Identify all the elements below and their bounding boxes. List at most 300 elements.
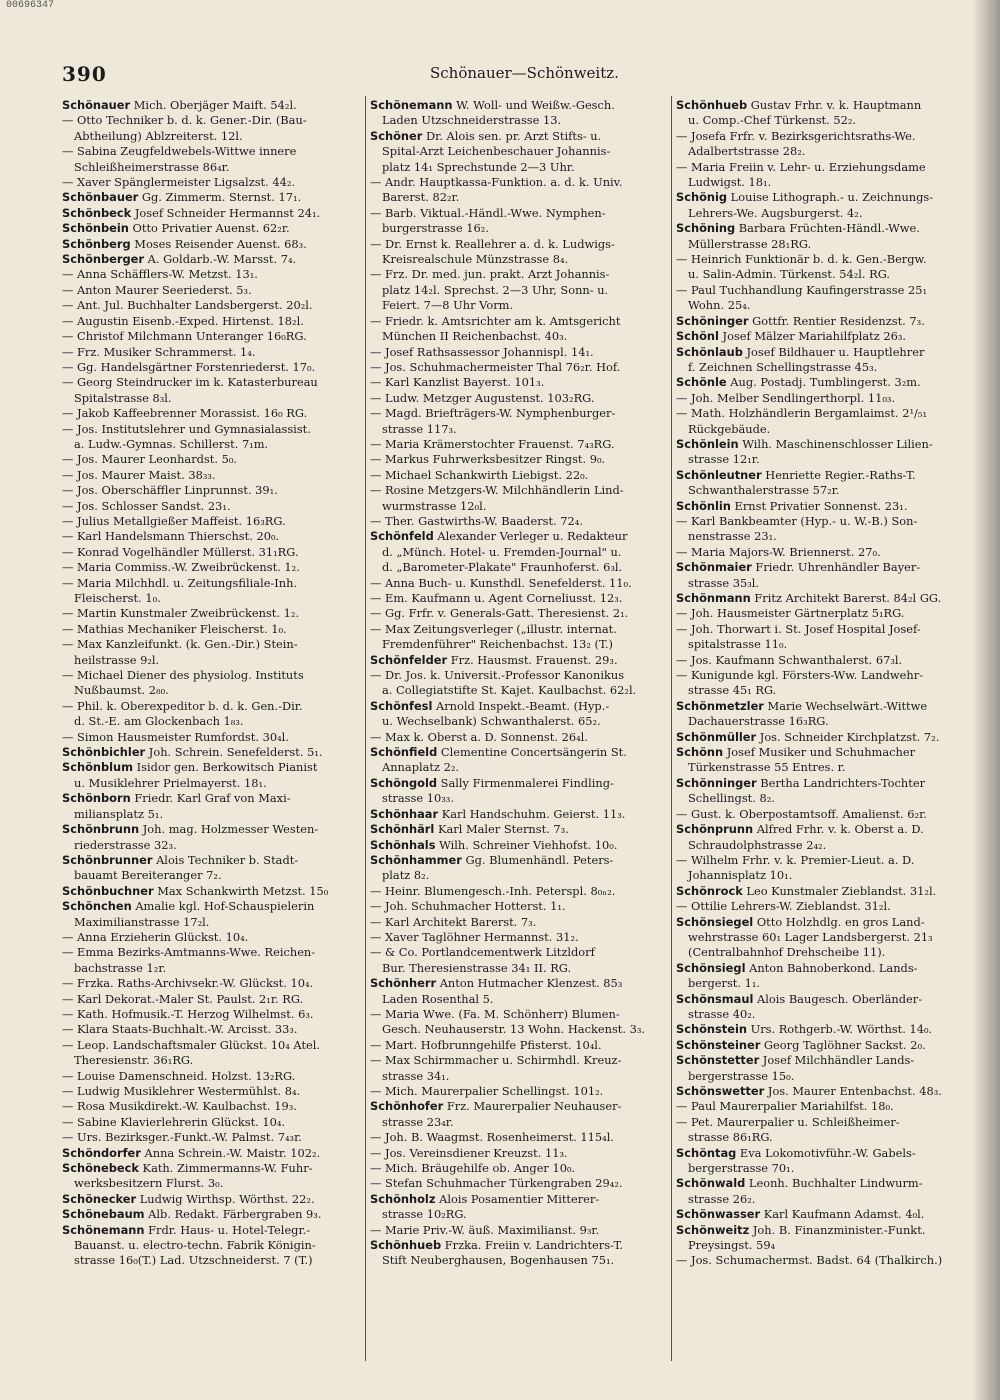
entry-text: Fleischerst. 1₀. <box>74 591 161 605</box>
directory-entry-line <box>370 206 670 221</box>
entry-text: (Centralbahnhof Drehscheibe 11). <box>688 945 886 960</box>
entry-text: — Karl Architekt Barerst. 7₃. <box>370 914 537 929</box>
directory-entry-line <box>370 622 670 637</box>
entry-text: Isidor gen. Berkowitsch Pianist <box>133 760 318 775</box>
entry-text: Ludwigst. 18₁. <box>688 175 772 190</box>
directory-entry-line <box>62 868 362 883</box>
directory-entry-line <box>370 98 670 113</box>
directory-entry-line <box>676 1038 966 1053</box>
directory-entry-line <box>62 899 362 914</box>
directory-entry-line <box>676 406 966 421</box>
directory-entry-line <box>370 221 670 236</box>
surname-heading: Schönfeld <box>370 529 434 544</box>
entry-text: Aug. Postadj. Tumblingerst. 3₂m. <box>726 375 921 390</box>
entry-text: spitalstrasse 11₀. <box>688 637 788 652</box>
entry-text: — Jos. Schumachermst. Badst. 64 (Thalkirch.) <box>676 1253 943 1268</box>
entry-text: Schraudolphstrasse 2₄₂. <box>688 837 827 852</box>
entry-text: strasse 16₀(T.) Lad. Utzschneiderst. 7 (T.) <box>74 1253 313 1268</box>
entry-text: Dr. Alois sen. pr. Arzt Stifts- u. <box>422 128 602 143</box>
entry-text: Urs. Rothgerb.-W. Wörthst. 14₀. <box>746 1022 933 1037</box>
directory-entry-line <box>676 375 966 390</box>
directory-entry-line <box>676 1223 966 1238</box>
entry-text: — Rosine Metzgers-W. Milchhändlerin Lind- <box>370 483 624 498</box>
entry-text: Barbara Früchten-Händl.-Wwe. <box>735 221 920 236</box>
entry-text: — Michael Diener des physiolog. Instituts <box>62 668 304 683</box>
directory-entry-line <box>370 637 670 652</box>
directory-entry-line <box>370 1192 670 1207</box>
surname-heading: Schönecker <box>62 1191 137 1206</box>
column-divider <box>365 96 366 1361</box>
directory-entry-line <box>370 930 670 945</box>
entry-text: — Julius Metallgießer Maffeist. 16₃RG. <box>62 513 286 528</box>
directory-entry-line <box>62 961 362 976</box>
column-middle <box>370 98 670 1269</box>
directory-entry-line <box>370 144 670 159</box>
entry-text: Jos. Maurer Entenbachst. 48₃. <box>764 1084 942 1098</box>
entry-text: — Paul Tuchhandlung Kaufingerstrasse 25₁ <box>676 282 928 297</box>
directory-entry-line <box>676 499 966 514</box>
directory-entry-line <box>676 668 966 683</box>
entry-text: strasse 34₁. <box>382 1068 450 1083</box>
entry-text: — Joh. Hausmeister Gärtnerplatz 5₁RG. <box>676 606 905 621</box>
entry-text: — Jos. Schuhmachermeister Thal 76₂r. Hof. <box>370 359 621 374</box>
directory-entry-line <box>370 375 670 390</box>
entry-text: — Augustin Eisenb.-Exped. Hirtenst. 18₂l. <box>62 313 304 328</box>
entry-text: d. „Münch. Hotel- u. Fremden-Journal" u. <box>382 544 622 559</box>
entry-text: a. Collegiatstifte St. Kajet. Kaulbachst. 62₂l. <box>382 683 637 698</box>
directory-entry-line <box>62 314 362 329</box>
directory-entry-line <box>370 483 670 498</box>
directory-entry-line <box>370 1115 670 1130</box>
directory-entry-line <box>676 699 966 714</box>
entry-text: Barerst. 82₂r. <box>382 190 460 205</box>
directory-entry-line <box>370 160 670 175</box>
directory-entry-line <box>676 822 966 837</box>
entry-text: Dachauerstrasse 16₃RG. <box>688 714 829 729</box>
entry-text: Karl Maler Sternst. 7₃. <box>434 822 569 837</box>
directory-entry-line <box>676 899 966 914</box>
surname-heading: Schönsiegel <box>676 914 754 929</box>
directory-entry-line <box>62 345 362 360</box>
directory-entry-line <box>62 1207 362 1222</box>
entry-text: bergerst. 1₁. <box>688 976 761 991</box>
directory-entry-line <box>676 252 966 267</box>
entry-text: — Jos. Maurer Maist. 38₃₃. <box>62 467 216 482</box>
directory-entry-line <box>62 760 362 775</box>
surname-heading: Schönsmaul <box>676 991 754 1006</box>
directory-entry-line <box>370 591 670 606</box>
column-right <box>676 98 966 1269</box>
directory-entry-line <box>676 545 966 560</box>
entry-text: — Maria Majors-W. Briennerst. 27₀. <box>676 544 881 559</box>
entry-text: Wohn. 25₄. <box>688 298 751 313</box>
surname-heading: Schönberg <box>62 236 131 251</box>
directory-entry-line <box>676 1022 966 1037</box>
directory-entry-line <box>62 98 362 113</box>
entry-text: — Ottilie Lehrers-W. Zieblandst. 31₂l. <box>676 899 891 914</box>
entry-text: wurmstrasse 12₀l. <box>382 498 487 513</box>
entry-text: Bertha Landrichters-Tochter <box>756 775 926 790</box>
directory-entry-line <box>62 807 362 822</box>
entry-text: Max Schankwirth Metzst. 15₀ <box>153 883 329 898</box>
entry-text: — Michael Schankwirth Liebigst. 22₀. <box>370 467 589 482</box>
directory-entry-line <box>62 653 362 668</box>
directory-entry-line <box>676 1084 966 1099</box>
directory-entry-line <box>676 730 966 745</box>
entry-text: d. St.-E. am Glockenbach 1₈₃. <box>74 714 244 729</box>
entry-text: Karl Kaufmann Adamst. 4₀l. <box>760 1207 925 1222</box>
entry-text: — Markus Fuhrwerksbesitzer Ringst. 9₀. <box>370 452 606 467</box>
surname-heading: Schönbuchner <box>62 883 154 898</box>
entry-text: — Karl Bankbeamter (Hyp.- u. W.-B.) Son- <box>676 513 918 528</box>
directory-entry-line <box>62 730 362 745</box>
entry-text: — Heinrich Funktionär b. d. k. Gen.-Bergw. <box>676 252 927 267</box>
entry-text: Karl Handschuhm. Geierst. 11₃. <box>438 806 626 821</box>
directory-entry-line <box>370 1146 670 1161</box>
entry-text: — Emma Bezirks-Amtmanns-Wwe. Reichen- <box>62 945 316 960</box>
entry-text: Schellingst. 8₂. <box>688 791 775 806</box>
column-divider <box>671 96 672 1361</box>
directory-entry-line <box>676 1146 966 1161</box>
entry-text: Johannisplatz 10₁. <box>688 868 793 883</box>
directory-entry-line <box>676 1207 966 1222</box>
entry-text: Gg. Blumenhändl. Peters- <box>461 852 614 867</box>
running-head: Schönauer—Schönweitz. <box>430 64 619 82</box>
entry-text: platz 8₂. <box>382 868 430 883</box>
surname-heading: Schönmann <box>676 591 751 605</box>
entry-text: — Marie Priv.-W. äuß. Maximilianst. 9₃r. <box>370 1222 600 1237</box>
entry-text: — Max k. Oberst a. D. Sonnenst. 26₄l. <box>370 729 588 744</box>
directory-entry-line <box>62 298 362 313</box>
entry-text: — Anna Schäfflers-W. Metzst. 13₁. <box>62 267 258 282</box>
directory-entry-line <box>676 622 966 637</box>
directory-entry-line <box>62 237 362 252</box>
directory-entry-line <box>370 560 670 575</box>
directory-entry-line <box>676 606 966 621</box>
entry-text: Rückgebäude. <box>688 421 771 436</box>
entry-text: Spital-Arzt Leichenbeschauer Johannis- <box>382 144 611 159</box>
directory-entry-line <box>62 422 362 437</box>
entry-text: Alb. Redakt. Färbergraben 9₃. <box>144 1207 322 1222</box>
directory-entry-line <box>370 992 670 1007</box>
entry-text: — Wilhelm Frhr. v. k. Premier-Lieut. a. D. <box>676 852 915 867</box>
directory-entry-line <box>676 529 966 544</box>
surname-heading: Schönemann <box>62 1222 145 1237</box>
entry-text: Lehrers-We. Augsburgerst. 4₂. <box>688 205 863 220</box>
entry-text: Joh. mag. Holzmesser Westen- <box>139 822 319 837</box>
directory-entry-line <box>676 206 966 221</box>
directory-entry-line <box>370 314 670 329</box>
entry-text: f. Zeichnen Schellingstrasse 45₃. <box>688 359 878 374</box>
entry-text: — Sabina Zeugfeldwebels-Wittwe innere <box>62 144 297 159</box>
directory-entry-line <box>62 606 362 621</box>
entry-text: Spitalstrasse 8₃l. <box>74 390 172 405</box>
directory-entry-line <box>62 791 362 806</box>
surname-heading: Schönbeck <box>62 205 132 220</box>
entry-text: Clementine Concertsängerin St. <box>437 745 627 760</box>
surname-heading: Schönlaub <box>676 344 743 359</box>
entry-text: strasse 26₂. <box>688 1191 756 1206</box>
entry-text: — Joh. B. Waagmst. Rosenheimerst. 115₄l. <box>370 1130 614 1145</box>
entry-text: u. Wechselbank) Schwanthalerst. 65₂. <box>382 714 601 729</box>
directory-entry-line <box>676 237 966 252</box>
directory-entry-line <box>676 190 966 205</box>
entry-text: Bur. Theresienstrasse 34₁ II. RG. <box>382 960 572 975</box>
entry-text: — Stefan Schuhmacher Türkengraben 29₄₂. <box>370 1176 623 1191</box>
entry-text: — Georg Steindrucker im k. Katasterbureau <box>62 375 318 390</box>
directory-entry-line <box>676 1253 966 1268</box>
directory-entry-line <box>676 1192 966 1207</box>
directory-entry-line <box>676 221 966 236</box>
entry-text: W. Woll- und Weißw.-Gesch. <box>452 98 615 112</box>
entry-text: — Ther. Gastwirths-W. Baaderst. 72₄. <box>370 513 583 528</box>
directory-entry-line <box>370 514 670 529</box>
directory-entry-line <box>62 822 362 837</box>
directory-entry-line <box>676 1069 966 1084</box>
directory-entry-line <box>370 945 670 960</box>
surname-heading: Schönbrunner <box>62 852 153 867</box>
directory-entry-line <box>676 1161 966 1176</box>
entry-text: Preysingst. 59₄ <box>688 1238 776 1253</box>
entry-text: bachstrasse 1₂r. <box>74 960 167 975</box>
surname-heading: Schönwald <box>676 1176 746 1191</box>
entry-text: — Maria Freiin v. Lehr- u. Erziehungsdame <box>676 159 926 174</box>
directory-entry-line <box>370 1223 670 1238</box>
directory-entry-line <box>370 961 670 976</box>
directory-entry-line <box>676 961 966 976</box>
entry-text: — Frz. Musiker Schrammerst. 1₄. <box>62 344 256 359</box>
directory-entry-line <box>370 1176 670 1191</box>
entry-text: wehrstrasse 60₁ Lager Landsbergerst. 21₃ <box>688 929 933 944</box>
directory-entry-line <box>62 1161 362 1176</box>
directory-entry-line <box>370 499 670 514</box>
directory-entry-line <box>676 113 966 128</box>
directory-entry-line <box>62 113 362 128</box>
surname-heading: Schöning <box>676 221 736 236</box>
surname-heading: Schönmaier <box>676 560 752 575</box>
directory-entry-line <box>370 1238 670 1253</box>
surname-heading: Schönninger <box>676 775 757 790</box>
directory-entry-line <box>370 714 670 729</box>
directory-entry-line <box>370 1161 670 1176</box>
entry-text: d. „Barometer-Plakate" Fraunhoferst. 6₃l. <box>382 560 623 575</box>
directory-entry-line <box>62 591 362 606</box>
entry-text: Alois Baugesch. Oberländer- <box>753 991 923 1006</box>
entry-text: — Joh. Schuhmacher Hotterst. 1₁. <box>370 899 566 914</box>
directory-entry-line <box>676 160 966 175</box>
directory-entry-line <box>62 930 362 945</box>
entry-text: Ernst Privatier Sonnenst. 23₁. <box>730 498 908 513</box>
directory-entry-line <box>676 1007 966 1022</box>
entry-text: — Kath. Hofmusik.-T. Herzog Wilhelmst. 6₃. <box>62 1006 314 1021</box>
directory-entry-line <box>370 884 670 899</box>
entry-text: Sally Firmenmalerei Findling- <box>437 775 614 790</box>
directory-entry-line <box>62 976 362 991</box>
entry-text: — Anton Maurer Seeriederst. 5₃. <box>62 282 252 297</box>
entry-text: — Frzka. Raths-Archivsekr.-W. Glückst. 10₄. <box>62 976 314 991</box>
directory-entry-line <box>62 1115 362 1130</box>
entry-text: Frz. Maurerpalier Neuhauser- <box>443 1099 622 1114</box>
directory-entry-line <box>676 576 966 591</box>
directory-entry-line <box>676 1130 966 1145</box>
entry-text: strasse 40₂. <box>688 1006 756 1021</box>
directory-entry-line <box>62 683 362 698</box>
entry-text: Ludwig Wirthsp. Wörthst. 22₂. <box>136 1191 315 1206</box>
entry-text: — Mich. Bräugehilfe ob. Anger 10₀. <box>370 1161 576 1176</box>
surname-heading: Schönswetter <box>676 1084 765 1098</box>
directory-entry-line <box>62 499 362 514</box>
directory-entry-line <box>676 298 966 313</box>
directory-entry-line <box>62 160 362 175</box>
entry-text: Theresienstr. 36₁RG. <box>74 1053 194 1068</box>
entry-text: strasse 23₄r. <box>382 1114 454 1129</box>
entry-text: Wilh. Maschinenschlosser Lilien- <box>738 436 933 451</box>
directory-entry-line <box>676 838 966 853</box>
directory-entry-line <box>62 1069 362 1084</box>
directory-entry-line <box>676 945 966 960</box>
directory-entry-line <box>370 760 670 775</box>
entry-text: — Jos. Institutslehrer und Gymnasialassist. <box>62 421 311 436</box>
entry-text: Müllerstrasse 28₁RG. <box>688 236 812 251</box>
directory-entry-line <box>370 529 670 544</box>
directory-entry-line <box>676 776 966 791</box>
entry-text: Gg. Zimmerm. Sternst. 17₁. <box>138 190 302 205</box>
entry-text: — Jos. Oberschäffler Linprunnst. 39₁. <box>62 483 278 498</box>
directory-entry-line <box>676 637 966 652</box>
entry-text: Schwanthalerstrasse 57₂r. <box>688 483 840 498</box>
entry-text: — Frz. Dr. med. jun. prakt. Arzt Johannis- <box>370 267 610 282</box>
entry-text: — Paul Maurerpalier Mariahilfst. 18₀. <box>676 1099 894 1114</box>
directory-entry-line <box>370 1253 670 1268</box>
entry-text: — Christof Milchmann Unteranger 16₀RG. <box>62 329 307 344</box>
directory-entry-line <box>676 1176 966 1191</box>
entry-text: — Konrad Vogelhändler Müllerst. 31₁RG. <box>62 544 299 559</box>
surname-heading: Schönlin <box>676 498 731 513</box>
entry-text: — Urs. Bezirksger.-Funkt.-W. Palmst. 7₄₃r. <box>62 1130 302 1145</box>
directory-entry-line <box>676 884 966 899</box>
entry-text: — Jakob Kaffeebrenner Morassist. 16₀ RG. <box>62 406 308 421</box>
entry-text: — Phil. k. Oberexpeditor b. d. k. Gen.-Dir. <box>62 698 303 713</box>
surname-heading: Schönbrunn <box>62 822 140 837</box>
surname-heading: Schönl <box>676 329 719 344</box>
entry-text: Alois Posamentier Mitterer- <box>435 1191 600 1206</box>
entry-text: Henriette Regier.-Raths-T. <box>761 467 916 482</box>
directory-entry-line <box>62 144 362 159</box>
entry-text: — Maria Krämerstochter Frauenst. 7₄₃RG. <box>370 436 615 451</box>
entry-text: strasse 45₁ RG. <box>688 683 777 698</box>
directory-entry-line <box>62 1223 362 1238</box>
directory-entry-line <box>370 668 670 683</box>
surname-heading: Schönhärl <box>370 822 435 837</box>
entry-text: Laden Rosenthal 5. <box>382 991 494 1006</box>
entry-text: — Gust. k. Oberpostamtsoff. Amalienst. 6₂r. <box>676 806 927 821</box>
directory-entry-line <box>676 791 966 806</box>
entry-text: Anna Schrein.-W. Maistr. 102₂. <box>140 1145 321 1160</box>
directory-entry-line <box>370 329 670 344</box>
surname-heading: Schönborn <box>62 791 131 806</box>
entry-text: Josef Milchhändler Lands- <box>759 1053 915 1068</box>
directory-entry-line <box>62 452 362 467</box>
entry-text: — Gg. Handelsgärtner Forstenriederst. 17₀. <box>62 359 316 374</box>
directory-entry-line <box>676 129 966 144</box>
directory-entry-line <box>62 884 362 899</box>
surname-heading: Schönhals <box>370 837 436 852</box>
surname-heading: Schöntag <box>676 1145 737 1160</box>
entry-text: werksbesitzern Flurst. 3₀. <box>74 1176 224 1191</box>
entry-text: — Dr. Jos. k. Universit.-Professor Kanonikus <box>370 668 625 683</box>
entry-text: — Karl Handelsmann Thierschst. 20₀. <box>62 529 280 544</box>
directory-entry-line <box>370 283 670 298</box>
entry-text: Gesch. Neuhauserstr. 13 Wohn. Hackenst. 3₃. <box>382 1022 646 1037</box>
entry-text: — Karl Kanzlist Bayerst. 101₃. <box>370 375 545 390</box>
directory-entry-line <box>676 976 966 991</box>
entry-text: Arnold Inspekt.-Beamt. (Hyp.- <box>432 698 610 713</box>
surname-heading: Schönsiegl <box>676 960 746 975</box>
directory-entry-line <box>676 360 966 375</box>
directory-entry-line <box>62 221 362 236</box>
directory-entry-line <box>62 1146 362 1161</box>
entry-text: Gottfr. Rentier Residenzst. 7₃. <box>748 313 925 328</box>
directory-entry-line <box>62 468 362 483</box>
directory-entry-line <box>370 545 670 560</box>
entry-text: Anton Hutmacher Klenzest. 85₃ <box>436 976 623 991</box>
entry-text: Adalbertstrasse 28₂. <box>688 144 806 159</box>
entry-text: — Joh. Thorwart i. St. Josef Hospital Josef- <box>676 621 921 636</box>
directory-entry-line <box>676 483 966 498</box>
surname-heading: Schönn <box>676 745 724 760</box>
entry-text: — Louise Damenschneid. Holzst. 13₂RG. <box>62 1068 296 1083</box>
directory-entry-line <box>676 930 966 945</box>
entry-text: Frz. Hausmst. Frauenst. 29₃. <box>447 652 618 667</box>
entry-text: — Anna Erzieherin Glückst. 10₄. <box>62 929 249 944</box>
entry-text: Fremdenführer" Reichenbachst. 13₂ (T.) <box>382 637 613 652</box>
surname-heading: Schönauer <box>62 98 131 112</box>
directory-entry-line <box>370 406 670 421</box>
directory-entry-line <box>370 822 670 837</box>
directory-entry-line <box>62 267 362 282</box>
directory-entry-line <box>370 899 670 914</box>
entry-text: Alexander Verleger u. Redakteur <box>433 529 628 544</box>
entry-text: strasse 10₃₃. <box>382 791 454 806</box>
directory-entry-line <box>62 529 362 544</box>
directory-entry-line <box>62 283 362 298</box>
surname-heading: Schönholz <box>370 1191 436 1206</box>
directory-entry-line <box>370 576 670 591</box>
surname-heading: Schönrock <box>676 883 743 898</box>
directory-entry-line <box>676 345 966 360</box>
directory-entry-line <box>62 915 362 930</box>
entry-text: Otto Privatier Auenst. 62₂r. <box>128 221 290 236</box>
entry-text: Nußbaumst. 2₈₀. <box>74 683 169 698</box>
entry-text: — Math. Holzhändlerin Bergamlaimst. 2¹/₅₁ <box>676 406 928 421</box>
directory-entry-line <box>62 391 362 406</box>
entry-text: Georg Taglöhner Sackst. 2₀. <box>760 1037 926 1052</box>
entry-text: — Sabine Klavierlehrerin Glückst. 10₄. <box>62 1114 286 1129</box>
entry-text: strasse 86₁RG. <box>688 1130 773 1145</box>
directory-entry-line <box>676 452 966 467</box>
entry-text: Annaplatz 2₂. <box>382 760 460 775</box>
directory-entry-line <box>62 560 362 575</box>
directory-entry-line <box>62 776 362 791</box>
directory-entry-line <box>370 1069 670 1084</box>
entry-text: — Josef Rathsassessor Johannispl. 14₁. <box>370 344 594 359</box>
entry-text: Josef Schneider Hermannst 24₁. <box>131 205 321 220</box>
entry-text: — Friedr. k. Amtsrichter am k. Amtsgericht <box>370 313 621 328</box>
entry-text: Joh. B. Finanzminister.-Funkt. <box>749 1222 926 1237</box>
directory-entry-line <box>62 1253 362 1268</box>
surname-heading: Schönle <box>676 375 727 390</box>
entry-text: heilstrasse 9₂l. <box>74 652 160 667</box>
